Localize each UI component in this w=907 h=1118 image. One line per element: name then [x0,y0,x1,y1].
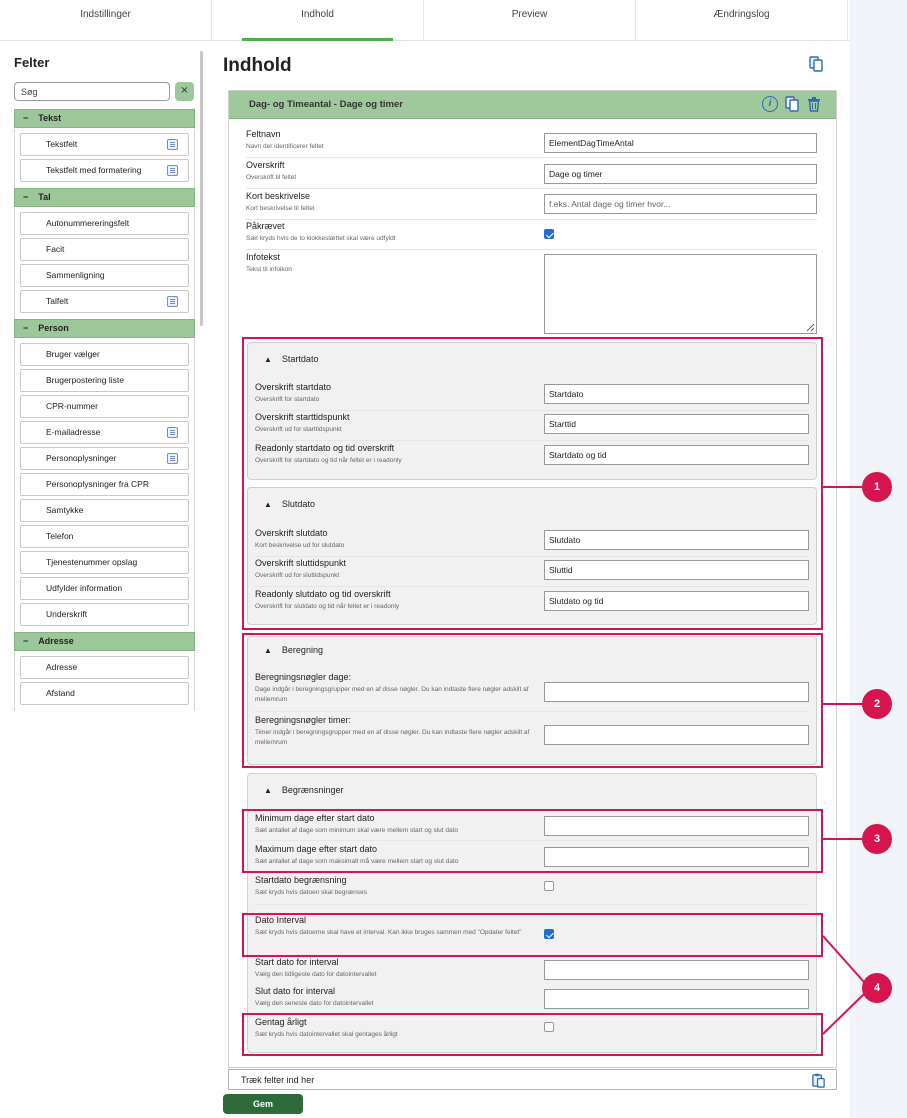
trash-icon[interactable] [806,96,822,112]
sidebar-group-header[interactable] [14,319,195,338]
document-icon [167,165,178,176]
field-description: Vælg den seneste dato for datointervallet [255,1000,374,1007]
sidebar-group-header[interactable] [14,632,195,651]
kort-beskrivelse-input[interactable]: f.eks. Antal dage og timer hvor... [544,194,817,214]
tab-indhold[interactable]: Indhold [212,0,424,41]
annotation-badge-1: 1 [862,472,892,502]
startdato-input[interactable]: Starttid [544,414,809,434]
sidebar-field-item[interactable] [20,473,189,496]
field-description: Sæt kryds hvis datointervallet skal gentages årligt [255,1031,398,1038]
field-label: Overskrift sluttidspunkt [255,558,347,568]
sidebar-field-label: Udfylder information [46,583,123,593]
sidebar-field-item[interactable] [20,290,189,313]
sidebar-field-item[interactable] [20,603,189,626]
drop-zone[interactable] [228,1069,837,1090]
field-label: Beregningsnøgler dage: [255,672,352,682]
sidebar-field-item[interactable] [20,421,189,444]
sidebar-field-item[interactable] [20,369,189,392]
sidebar-field-item[interactable] [20,525,189,548]
begraensninger-header[interactable] [264,785,343,795]
chevron-up-icon: ▲ [264,355,272,364]
field-label: Dato Interval [255,915,307,925]
sidebar-field-label: Bruger vælger [46,349,100,359]
field-label: Overskrift startdato [255,382,332,392]
field-label: Feltnavn [246,129,281,139]
tab-preview[interactable]: Preview [424,0,636,41]
field-paakraevet [246,221,817,250]
field-label: Readonly startdato og tid overskrift [255,443,395,453]
sidebar-search-input[interactable] [14,82,170,101]
field-description: Sæt antallet af dage som minimum skal være mellem start og slut dato [255,827,459,834]
minus-icon: − [23,323,29,333]
field-label: Påkrævet [246,221,285,231]
sidebar-group-header[interactable] [14,188,195,207]
sidebar-field-label: Tekstfelt med formatering [46,165,142,175]
field-label: Overskrift slutdato [255,528,328,538]
sidebar-group-label: Tekst [38,113,62,123]
slutdato-input[interactable]: Sluttid [544,560,809,580]
document-icon [167,296,178,307]
sidebar-field-label: Personoplysninger fra CPR [46,479,149,489]
drop-zone-label: Træk felter ind her [241,1075,315,1085]
sidebar-field-label: Sammenligning [46,270,105,280]
field-label: Infotekst [246,252,281,262]
fields-sidebar [0,41,205,734]
tab-bar [0,0,850,41]
chevron-up-icon: ▲ [264,500,272,509]
chevrons-collapse-icon[interactable]: ⨯ [175,82,194,101]
highlight-box-4a [242,913,823,957]
tab-aendringslog[interactable]: Ændringslog [636,0,848,41]
field-description: Overskrift for startdato [255,396,320,403]
sidebar-field-item[interactable] [20,395,189,418]
sidebar-scrollbar[interactable] [200,51,203,326]
element-title: Dag- og Timeantal - Dage og timer [249,99,403,110]
info-icon[interactable]: i [762,96,778,112]
sidebar-field-label: Telefon [46,531,74,541]
copy-icon[interactable] [808,56,824,72]
document-icon [167,453,178,464]
element-header[interactable] [229,91,836,119]
paakraevet-checkbox[interactable] [544,229,554,239]
tab-indstillinger[interactable]: Indstillinger [0,0,212,41]
sidebar-group-label: Tal [38,192,51,202]
sidebar-field-item[interactable] [20,551,189,574]
section-title: Startdato [281,354,319,364]
startdato-input[interactable]: Startdato og tid [544,445,809,465]
field-description: Navn der identificerer feltet [246,143,324,150]
field-label: Start dato for interval [255,957,339,967]
save-button[interactable]: Gem [223,1094,303,1114]
sidebar-field-item[interactable] [20,264,189,287]
sidebar-title: Felter [14,55,50,70]
highlight-box-2 [242,633,823,768]
sidebar-group-items [14,652,195,711]
sidebar-field-item[interactable] [20,499,189,522]
minus-icon: − [23,192,29,202]
document-icon [167,139,178,150]
field-description: Sæt antallet af dage som maksimalt må være mellem start og slut dato [255,858,459,865]
sidebar-field-label: Underskrift [46,609,88,619]
startdato-begraensning-checkbox[interactable] [544,881,554,891]
right-margin [850,0,907,1118]
document-icon [167,427,178,438]
sidebar-field-label: Tjenestenummer opslag [46,557,138,567]
sidebar-field-item[interactable] [20,238,189,261]
sidebar-field-label: Brugerpostering liste [46,375,124,385]
minus-icon: − [23,113,29,123]
field-label: Kort beskrivelse [246,191,311,201]
field-label: Overskrift [246,160,285,170]
field-label: Gentag årligt [255,1017,307,1027]
field-description: Timer indgår i beregningsgrupper med en af disse nøgler. Du kan indtaste flere nøgler adskilt af mellemrum [255,729,530,746]
field-description: Kort beskrivelse ud for slutdato [255,542,345,549]
slutdato-input[interactable]: Slutdato [544,530,809,550]
sidebar-field-item[interactable] [20,682,189,705]
sidebar-field-item[interactable] [20,343,189,366]
field-description: Tekst til infoikon [246,266,292,273]
sidebar-group-items [14,129,195,188]
field-label: Startdato begrænsning [255,875,347,885]
overskrift-input[interactable]: Dage og timer [544,164,817,184]
sidebar-field-label: Samtykke [46,505,84,515]
highlight-box-4b [242,1013,823,1056]
field-description: Sæt kryds hvis de to klokkeslættet skal være udfyldt [246,235,396,242]
highlight-box-3 [242,809,823,873]
field-description: Overskrift for slutdato og tid når feltet er i readonly [255,603,400,610]
field-description: Overskrift ud for sluttidspunkt [255,572,340,579]
sidebar-group-header[interactable] [14,109,195,128]
field-label: Slut dato for interval [255,986,336,996]
sidebar-field-label: Facit [46,244,65,254]
duplicate-icon[interactable] [784,96,800,112]
chevron-up-icon: ▲ [264,786,272,795]
sidebar-field-label: Afstand [46,688,75,698]
section-title: Beregning [281,645,323,655]
page-title: Indhold [223,55,292,76]
sidebar-group-items [14,208,195,319]
field-description: Dage indgår i beregningsgrupper med en af disse nøgler. Du kan indtaste flere nøgler adskilt af mellemrum [255,686,529,703]
section-title: Slutdato [281,499,315,509]
infotekst-textarea[interactable] [544,254,817,334]
sidebar-field-list [14,109,195,711]
slutdato-input[interactable]: Slutdato og tid [544,591,809,611]
sidebar-field-item[interactable] [20,159,189,182]
sidebar-field-label: Autonummereringsfelt [46,218,130,228]
annotation-badge-4: 4 [862,973,892,1003]
paste-icon[interactable] [811,1073,826,1088]
field-startdato-begraensning [255,875,808,905]
field-label: Maximum dage efter start dato [255,844,378,854]
field-label: Minimum dage efter start dato [255,813,375,823]
sidebar-field-item[interactable] [20,447,189,470]
sidebar-field-label: Talfelt [46,296,69,306]
section-title: Begrænsninger [281,785,344,795]
field-description: Kort beskrivelse til feltet [246,205,315,212]
sidebar-group-label: Adresse [38,636,74,646]
field-description: Overskrift til feltet [246,174,297,181]
field-label: Beregningsnøgler timer: [255,715,352,725]
field-description: Vælg den tidligeste dato for datointervallet [255,971,377,978]
annotation-badge-2: 2 [862,689,892,719]
sidebar-field-label: E-mailadresse [46,427,101,437]
sidebar-field-label: Personoplysninger [46,453,117,463]
sidebar-field-item[interactable] [20,656,189,679]
sidebar-field-item[interactable] [20,212,189,235]
sidebar-field-label: Adresse [46,662,78,672]
minus-icon: − [23,636,29,646]
sidebar-field-label: CPR-nummer [46,401,98,411]
field-description: Overskrift ud for starttidspunkt [255,426,342,433]
field-description: Overskrift for startdato og tid når feltet er i readonly [255,457,402,464]
highlight-box-1 [242,337,823,630]
field-label: Overskrift starttidspunkt [255,412,350,422]
field-description: Sæt kryds hvis datoerne skal have et interval. Kan ikke bruges sammen med "Opdater feltet" [255,929,522,936]
slut-dato-interval-input[interactable] [544,989,809,1009]
sidebar-field-item[interactable] [20,577,189,600]
sidebar-group-items [14,339,195,632]
startdato-input[interactable]: Startdato [544,384,809,404]
sidebar-field-item[interactable] [20,133,189,156]
field-description: Sæt kryds hvis datoen skal begrænses [255,889,367,896]
start-dato-interval-input[interactable] [544,960,809,980]
field-label: Readonly slutdato og tid overskrift [255,589,391,599]
chevron-up-icon: ▲ [264,646,272,655]
feltnavn-input[interactable]: ElementDagTimeAntal [544,133,817,153]
annotation-badge-3: 3 [862,824,892,854]
sidebar-field-label: Tekstfelt [46,139,78,149]
sidebar-group-label: Person [38,323,69,333]
